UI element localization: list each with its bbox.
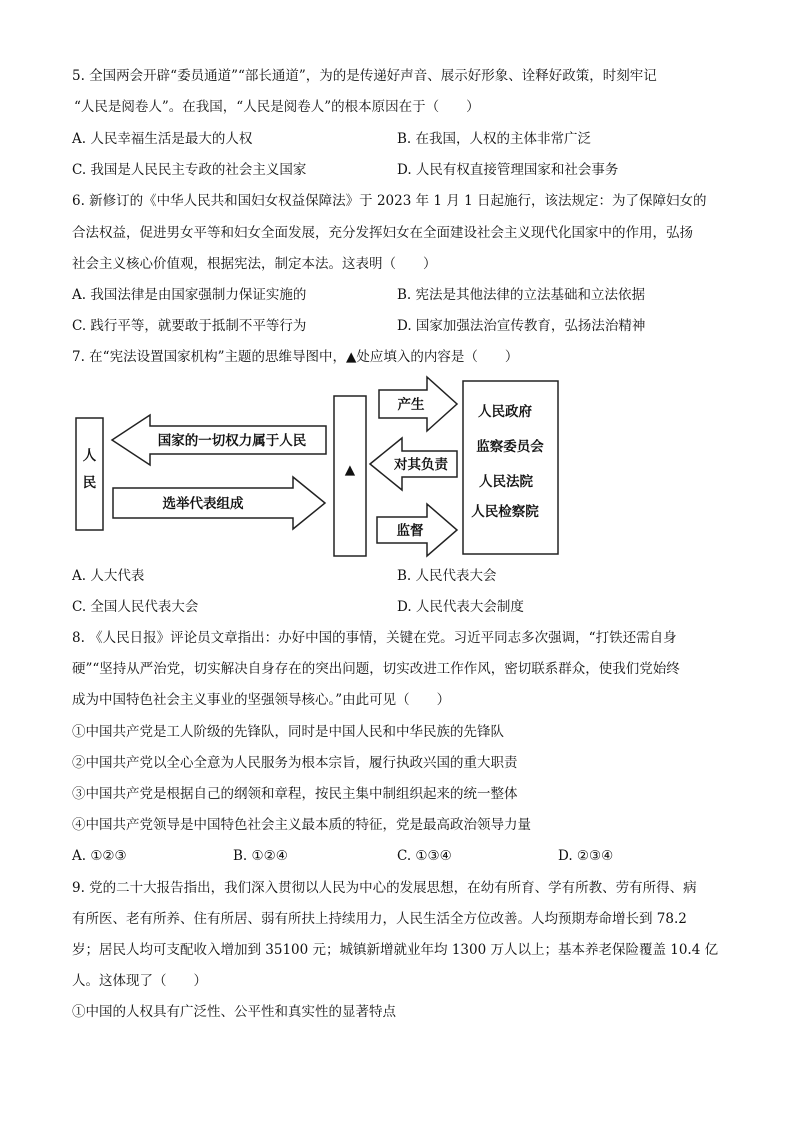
center-triangle: ▲ [344, 462, 356, 478]
q6-stem-line-1: 6. 新修订的《中华人民共和国妇女权益保障法》于 2023 年 1 月 1 日起施行，该法规定：为了保障妇女的 [72, 193, 707, 209]
q6-option-c: C. 践行平等，就要敢于抵制不平等行为 [72, 318, 307, 334]
organ-procuratorate: 人民检察院 [471, 504, 539, 520]
q9-stem-line-2: 有所医、老有所养、住有所居、弱有所扶上持续用力，人民生活全方位改善。人均预期寿命增长到 78.2 [72, 911, 687, 927]
q5-option-b: B. 在我国，人权的主体非常广泛 [397, 131, 592, 147]
produce-label: 产生 [397, 397, 425, 413]
power-arrow-label: 国家的一切权力属于人民 [157, 433, 307, 449]
q8-stem-line-1: 8. 《人民日报》评论员文章指出：办好中国的事情，关键在党。习近平同志多次强调，“打铁还需自身 [72, 630, 677, 646]
q6-option-b: B. 宪法是其他法律的立法基础和立法依据 [397, 287, 646, 303]
q7-stem: 7. 在“宪法设置国家机构”主题的思维导图中，▲处应填入的内容是（ ） [72, 349, 519, 365]
organ-court: 人民法院 [479, 474, 533, 490]
q8-stem-line-3: 成为中国特色社会主义事业的坚强领导核心。”由此可见（ ） [72, 692, 451, 708]
q7-option-c: C. 全国人民代表大会 [72, 599, 199, 615]
organ-supervision-commission: 监察委员会 [476, 439, 544, 455]
q8-option-d: D. ②③④ [558, 848, 614, 864]
q5-stem-line-2: “人民是阅卷人”。在我国，“人民是阅卷人”的根本原因在于（ ） [74, 99, 480, 115]
people-label-2: 民 [82, 475, 97, 491]
q5-option-c: C. 我国是人民民主专政的社会主义国家 [72, 162, 307, 178]
supervise-label: 监督 [396, 523, 424, 539]
q7-option-b: B. 人民代表大会 [397, 568, 497, 584]
organ-government: 人民政府 [478, 404, 532, 420]
q6-option-a: A. 我国法律是由国家强制力保证实施的 [72, 287, 307, 303]
q8-option-a: A. ①②③ [72, 848, 127, 864]
q8-stem-line-2: 硬”“坚持从严治党，切实解决自身存在的突出问题，切实改进工作作风，密切联系群众，使我们党始终 [72, 661, 680, 677]
q9-stem-line-3: 岁；居民人均可支配收入增加到 35100 元；城镇新增就业年均 1300 万人以上；基本养老保险覆盖 10.4 亿 [72, 942, 719, 958]
responsible-label: 对其负责 [394, 457, 448, 473]
q8-option-c: C. ①③④ [397, 848, 452, 864]
q5-option-a: A. 人民幸福生活是最大的人权 [72, 131, 253, 147]
q5-option-d: D. 人民有权直接管理国家和社会事务 [397, 162, 619, 178]
q9-stem-line-1: 9. 党的二十大报告指出，我们深入贯彻以人民为中心的发展思想，在幼有所育、学有所教、劳有所得、病 [72, 880, 697, 896]
people-label-1: 人 [82, 448, 97, 464]
elect-arrow-label: 选举代表组成 [162, 496, 244, 512]
q5-stem-line-1: 5. 全国两会开辟“委员通道”“部长通道”，为的是传递好声音、展示好形象、诠释好政策，时刻牢记 [72, 68, 657, 84]
q7-option-d: D. 人民代表大会制度 [397, 599, 524, 615]
q6-stem-line-2: 合法权益，促进男女平等和妇女全面发展，充分发挥妇女在全面建设社会主义现代化国家中的作用，弘扬 [72, 225, 693, 241]
q9-item-1: ①中国的人权具有广泛性、公平性和真实性的显著特点 [72, 1004, 396, 1020]
q8-item-1: ①中国共产党是工人阶级的先锋队，同时是中国人民和中华民族的先锋队 [72, 724, 504, 740]
q8-item-4: ④中国共产党领导是中国特色社会主义最本质的特征，党是最高政治领导力量 [72, 817, 531, 833]
q6-option-d: D. 国家加强法治宣传教育，弘扬法治精神 [397, 318, 646, 334]
people-box [76, 418, 103, 530]
q7-option-a: A. 人大代表 [72, 568, 145, 584]
q8-item-2: ②中国共产党以全心全意为人民服务为根本宗旨，履行执政兴国的重大职责 [72, 755, 518, 771]
q9-stem-line-4: 人。这体现了（ ） [72, 973, 207, 989]
q8-item-3: ③中国共产党是根据自己的纲领和章程，按民主集中制组织起来的统一整体 [72, 786, 518, 802]
q8-option-b: B. ①②④ [233, 848, 288, 864]
q6-stem-line-3: 社会主义核心价值观，根据宪法，制定本法。这表明（ ） [72, 256, 437, 272]
